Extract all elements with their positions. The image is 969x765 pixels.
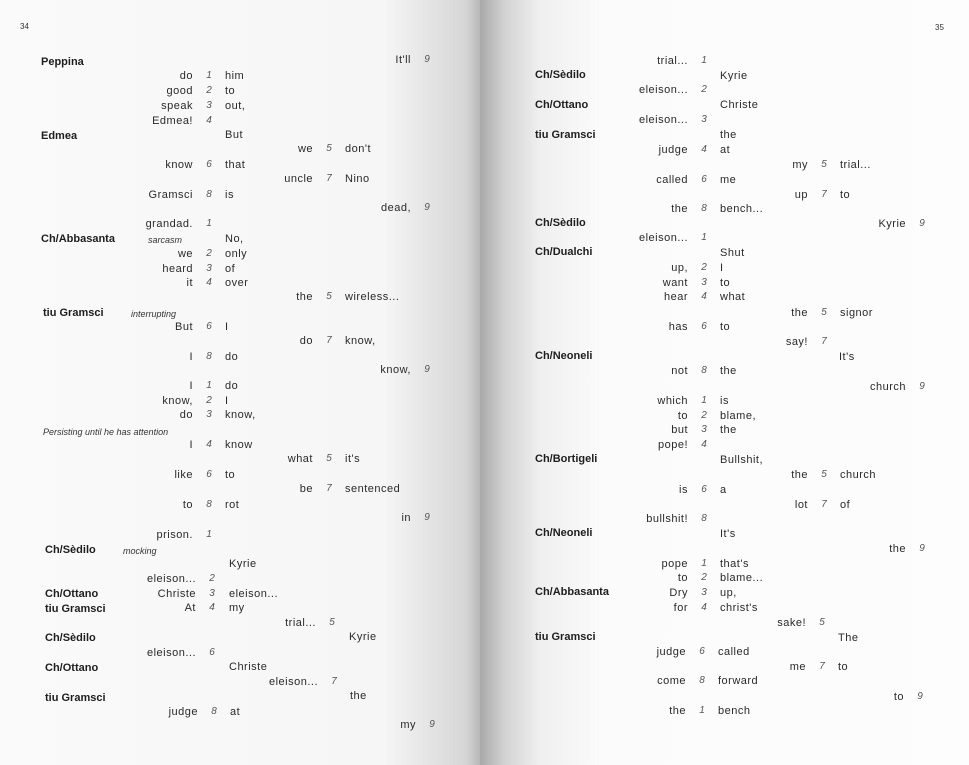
script-word: but	[671, 424, 688, 436]
beat-number: 9	[424, 202, 430, 213]
script-word: to	[182, 499, 193, 511]
script-word: eleison...	[638, 114, 688, 126]
beat-number: 2	[206, 395, 212, 406]
script-word: know,	[380, 364, 411, 376]
script-word: Kyrie	[878, 218, 906, 230]
script-word: in	[401, 512, 411, 524]
beat-number: 6	[206, 321, 212, 332]
script-word: a	[720, 484, 727, 496]
script-word: good	[166, 85, 193, 97]
script-word: Dry	[669, 587, 688, 599]
beat-number: 5	[821, 159, 827, 170]
speaker-name: tiu Gramsci	[535, 129, 596, 141]
script-word: At	[184, 602, 196, 614]
script-word: hear	[663, 291, 688, 303]
script-word: eleison...	[146, 647, 196, 659]
speaker-name: tiu Gramsci	[45, 692, 106, 704]
script-word: to	[720, 321, 731, 333]
beat-number: 5	[326, 143, 332, 154]
script-word: pope!	[657, 439, 688, 451]
beat-number: 6	[699, 646, 705, 657]
beat-number: 3	[206, 100, 212, 111]
script-word: do	[179, 409, 193, 421]
script-word: called	[656, 174, 688, 186]
script-word: It's	[720, 528, 736, 540]
script-word: we	[297, 143, 313, 155]
script-word: for	[673, 602, 688, 614]
script-word: judge	[168, 706, 198, 718]
beat-number: 8	[206, 189, 212, 200]
right-page	[480, 0, 969, 765]
script-word: to	[720, 277, 731, 289]
script-word: know,	[225, 409, 256, 421]
script-word: want	[662, 277, 688, 289]
beat-number: 1	[699, 705, 705, 716]
beat-number: 8	[701, 365, 707, 376]
script-word: But	[174, 321, 193, 333]
script-word: Edmea!	[152, 115, 193, 127]
beat-number: 4	[206, 115, 212, 126]
beat-number: 2	[206, 248, 212, 259]
script-word: pope	[661, 558, 688, 570]
script-word: blame...	[720, 572, 764, 584]
beat-number: 3	[206, 409, 212, 420]
script-word: The	[838, 632, 859, 644]
script-word: what	[720, 291, 746, 303]
beat-number: 8	[211, 706, 217, 717]
script-word: dead,	[380, 202, 411, 214]
script-word: grandad.	[145, 218, 193, 230]
script-word: judge	[656, 646, 686, 658]
script-word: Christe	[229, 661, 268, 673]
speaker-name: Ch/Abbasanta	[41, 233, 115, 245]
script-word: don't	[345, 143, 372, 155]
script-word: that's	[720, 558, 749, 570]
script-word: I	[189, 351, 193, 363]
beat-number: 7	[821, 499, 827, 510]
script-word: sake!	[777, 617, 806, 629]
script-word: trial...	[657, 55, 688, 67]
beat-number: 8	[699, 675, 705, 686]
script-word: Nino	[345, 173, 370, 185]
script-word: over	[225, 277, 249, 289]
script-word: to	[893, 691, 904, 703]
beat-number: 6	[701, 484, 707, 495]
script-word: the	[350, 690, 367, 702]
script-word: eleison...	[268, 676, 318, 688]
script-word: at	[720, 144, 731, 156]
script-word: is	[679, 484, 688, 496]
beat-number: 9	[919, 381, 925, 392]
script-word: do	[225, 380, 239, 392]
script-word: It'll	[395, 54, 411, 66]
script-word: we	[177, 248, 193, 260]
script-word: what	[287, 453, 313, 465]
beat-number: 4	[701, 602, 707, 613]
script-word: at	[230, 706, 241, 718]
beat-number: 3	[701, 114, 707, 125]
speaker-name: Ch/Sèdilo	[45, 632, 96, 644]
script-word: I	[189, 380, 193, 392]
beat-number: 1	[701, 558, 707, 569]
beat-number: 7	[331, 676, 337, 687]
script-word: christ's	[720, 602, 758, 614]
script-word: Bullshit,	[720, 454, 764, 466]
script-word: Kyrie	[720, 70, 748, 82]
script-word: eleison...	[638, 232, 688, 244]
speaker-name: Ch/Sèdilo	[535, 217, 586, 229]
beat-number: 7	[821, 336, 827, 347]
script-word: it's	[345, 453, 361, 465]
script-word: know,	[345, 335, 376, 347]
script-word: the	[720, 424, 737, 436]
stage-direction: sarcasm	[148, 235, 183, 245]
beat-number: 5	[821, 469, 827, 480]
script-word: But	[225, 129, 244, 141]
script-word: eleison...	[638, 84, 688, 96]
script-word: the	[791, 469, 808, 481]
beat-number: 3	[701, 424, 707, 435]
beat-number: 4	[206, 439, 212, 450]
script-word: say!	[785, 336, 808, 348]
speaker-name: Ch/Sèdilo	[535, 69, 586, 81]
script-word: uncle	[284, 173, 313, 185]
script-word: judge	[658, 144, 688, 156]
beat-number: 2	[206, 85, 212, 96]
script-word: Gramsci	[148, 189, 193, 201]
script-word: do	[179, 70, 193, 82]
speaker-name: Ch/Neoneli	[535, 350, 593, 362]
script-word: eleison...	[229, 588, 279, 600]
beat-number: 5	[819, 617, 825, 628]
script-word: him	[225, 70, 245, 82]
script-word: has	[668, 321, 688, 333]
speaker-name: Ch/Abbasanta	[535, 586, 609, 598]
stage-direction: mocking	[123, 546, 157, 556]
page-number: 35	[935, 23, 944, 32]
beat-number: 1	[701, 395, 707, 406]
script-word: trial...	[840, 159, 871, 171]
speaker-name: Ch/Ottano	[535, 99, 589, 111]
script-word: It's	[839, 351, 855, 363]
script-word: the	[720, 129, 737, 141]
stage-direction: Persisting until he has attention	[43, 427, 169, 437]
script-word: wireless...	[345, 291, 400, 303]
script-word: the	[296, 291, 313, 303]
speaker-name: Ch/Bortigeli	[535, 453, 598, 465]
script-word: it	[186, 277, 193, 289]
script-word: church	[840, 469, 877, 481]
beat-number: 7	[821, 189, 827, 200]
beat-number: 1	[206, 380, 212, 391]
beat-number: 4	[701, 144, 707, 155]
beat-number: 1	[701, 55, 707, 66]
script-word: know	[225, 439, 253, 451]
script-word: which	[657, 395, 688, 407]
script-word: I	[189, 439, 193, 451]
script-word: to	[677, 410, 688, 422]
beat-number: 8	[206, 499, 212, 510]
script-word: that	[225, 159, 246, 171]
script-word: to	[677, 572, 688, 584]
left-page	[0, 0, 480, 765]
script-word: Shut	[720, 247, 745, 259]
speaker-name: tiu Gramsci	[45, 603, 106, 615]
script-word: my	[792, 159, 808, 171]
beat-number: 9	[424, 364, 430, 375]
beat-number: 9	[429, 719, 435, 730]
script-word: the	[720, 365, 737, 377]
speaker-name: Ch/Ottano	[45, 588, 99, 600]
beat-number: 6	[701, 174, 707, 185]
beat-number: 6	[206, 159, 212, 170]
beat-number: 4	[701, 439, 707, 450]
speaker-name: tiu Gramsci	[535, 631, 596, 643]
script-word: to	[838, 661, 849, 673]
script-word: do	[299, 335, 313, 347]
script-word: be	[299, 483, 313, 495]
speaker-name: Peppina	[41, 56, 84, 68]
script-word: is	[225, 189, 234, 201]
speaker-name: Ch/Sèdilo	[45, 544, 96, 556]
beat-number: 3	[209, 588, 215, 599]
script-word: the	[791, 307, 808, 319]
beat-number: 7	[819, 661, 825, 672]
script-word: know,	[162, 395, 193, 407]
beat-number: 5	[326, 453, 332, 464]
script-word: to	[225, 469, 236, 481]
script-word: I	[225, 395, 229, 407]
beat-number: 9	[919, 218, 925, 229]
speaker-name: Edmea	[41, 130, 78, 142]
script-word: forward	[718, 675, 759, 687]
script-word: me	[720, 174, 737, 186]
script-word: called	[718, 646, 750, 658]
script-word: sentenced	[345, 483, 401, 495]
script-word: speak	[161, 100, 193, 112]
beat-number: 2	[701, 262, 707, 273]
script-word: trial...	[285, 617, 316, 629]
speaker-name: Ch/Dualchi	[535, 246, 593, 258]
script-word: know	[165, 159, 193, 171]
script-word: Kyrie	[229, 558, 257, 570]
script-word: eleison...	[146, 573, 196, 585]
script-word: I	[720, 262, 724, 274]
beat-number: 8	[701, 203, 707, 214]
beat-number: 7	[326, 173, 332, 184]
beat-number: 5	[821, 307, 827, 318]
script-word: the	[671, 203, 688, 215]
script-word: of	[225, 263, 236, 275]
beat-number: 1	[701, 232, 707, 243]
script-word: lot	[794, 499, 808, 511]
beat-number: 3	[206, 263, 212, 274]
script-word: to	[225, 85, 236, 97]
beat-number: 2	[209, 573, 215, 584]
script-word: up,	[671, 262, 688, 274]
beat-number: 5	[326, 291, 332, 302]
beat-number: 7	[326, 335, 332, 346]
script-word: No,	[225, 233, 244, 245]
script-word: like	[174, 469, 193, 481]
script-word: out,	[225, 100, 246, 112]
script-word: heard	[162, 263, 193, 275]
script-word: Christe	[720, 99, 759, 111]
script-word: do	[225, 351, 239, 363]
script-word: my	[400, 719, 416, 731]
script-word: blame,	[720, 410, 757, 422]
beat-number: 8	[206, 351, 212, 362]
beat-number: 6	[209, 647, 215, 658]
script-word: bench...	[720, 203, 764, 215]
beat-number: 2	[701, 84, 707, 95]
beat-number: 9	[917, 691, 923, 702]
script-word: up,	[720, 587, 737, 599]
script-word: church	[869, 381, 906, 393]
beat-number: 1	[206, 70, 212, 81]
script-word: come	[657, 675, 686, 687]
beat-number: 3	[701, 587, 707, 598]
script-word: rot	[225, 499, 240, 511]
beat-number: 1	[206, 218, 212, 229]
script-word: I	[225, 321, 229, 333]
page-number: 34	[20, 22, 29, 31]
beat-number: 4	[209, 602, 215, 613]
script-word: prison.	[156, 529, 193, 541]
script-word: signor	[840, 307, 873, 319]
beat-number: 3	[701, 277, 707, 288]
beat-number: 9	[424, 54, 430, 65]
speaker-name: tiu Gramsci	[43, 307, 104, 319]
script-word: bench	[718, 705, 751, 717]
beat-number: 4	[701, 291, 707, 302]
script-word: Kyrie	[349, 631, 377, 643]
script-word: only	[225, 248, 248, 260]
script-word: my	[229, 602, 245, 614]
beat-number: 8	[701, 513, 707, 524]
beat-number: 4	[206, 277, 212, 288]
script-word: the	[669, 705, 686, 717]
script-word: up	[794, 189, 808, 201]
beat-number: 7	[326, 483, 332, 494]
script-word: Christe	[157, 588, 196, 600]
script-word: me	[789, 661, 806, 673]
script-word: the	[889, 543, 906, 555]
beat-number: 5	[329, 617, 335, 628]
beat-number: 9	[424, 512, 430, 523]
script-word: of	[840, 499, 851, 511]
beat-number: 1	[206, 529, 212, 540]
script-word: bullshit!	[646, 513, 688, 525]
beat-number: 2	[701, 572, 707, 583]
speaker-name: Ch/Neoneli	[535, 527, 593, 539]
beat-number: 6	[206, 469, 212, 480]
script-word: to	[840, 189, 851, 201]
script-word: is	[720, 395, 729, 407]
beat-number: 9	[919, 543, 925, 554]
speaker-name: Ch/Ottano	[45, 662, 99, 674]
script-word: not	[671, 365, 688, 377]
beat-number: 6	[701, 321, 707, 332]
stage-direction: interrupting	[131, 309, 177, 319]
beat-number: 2	[701, 410, 707, 421]
